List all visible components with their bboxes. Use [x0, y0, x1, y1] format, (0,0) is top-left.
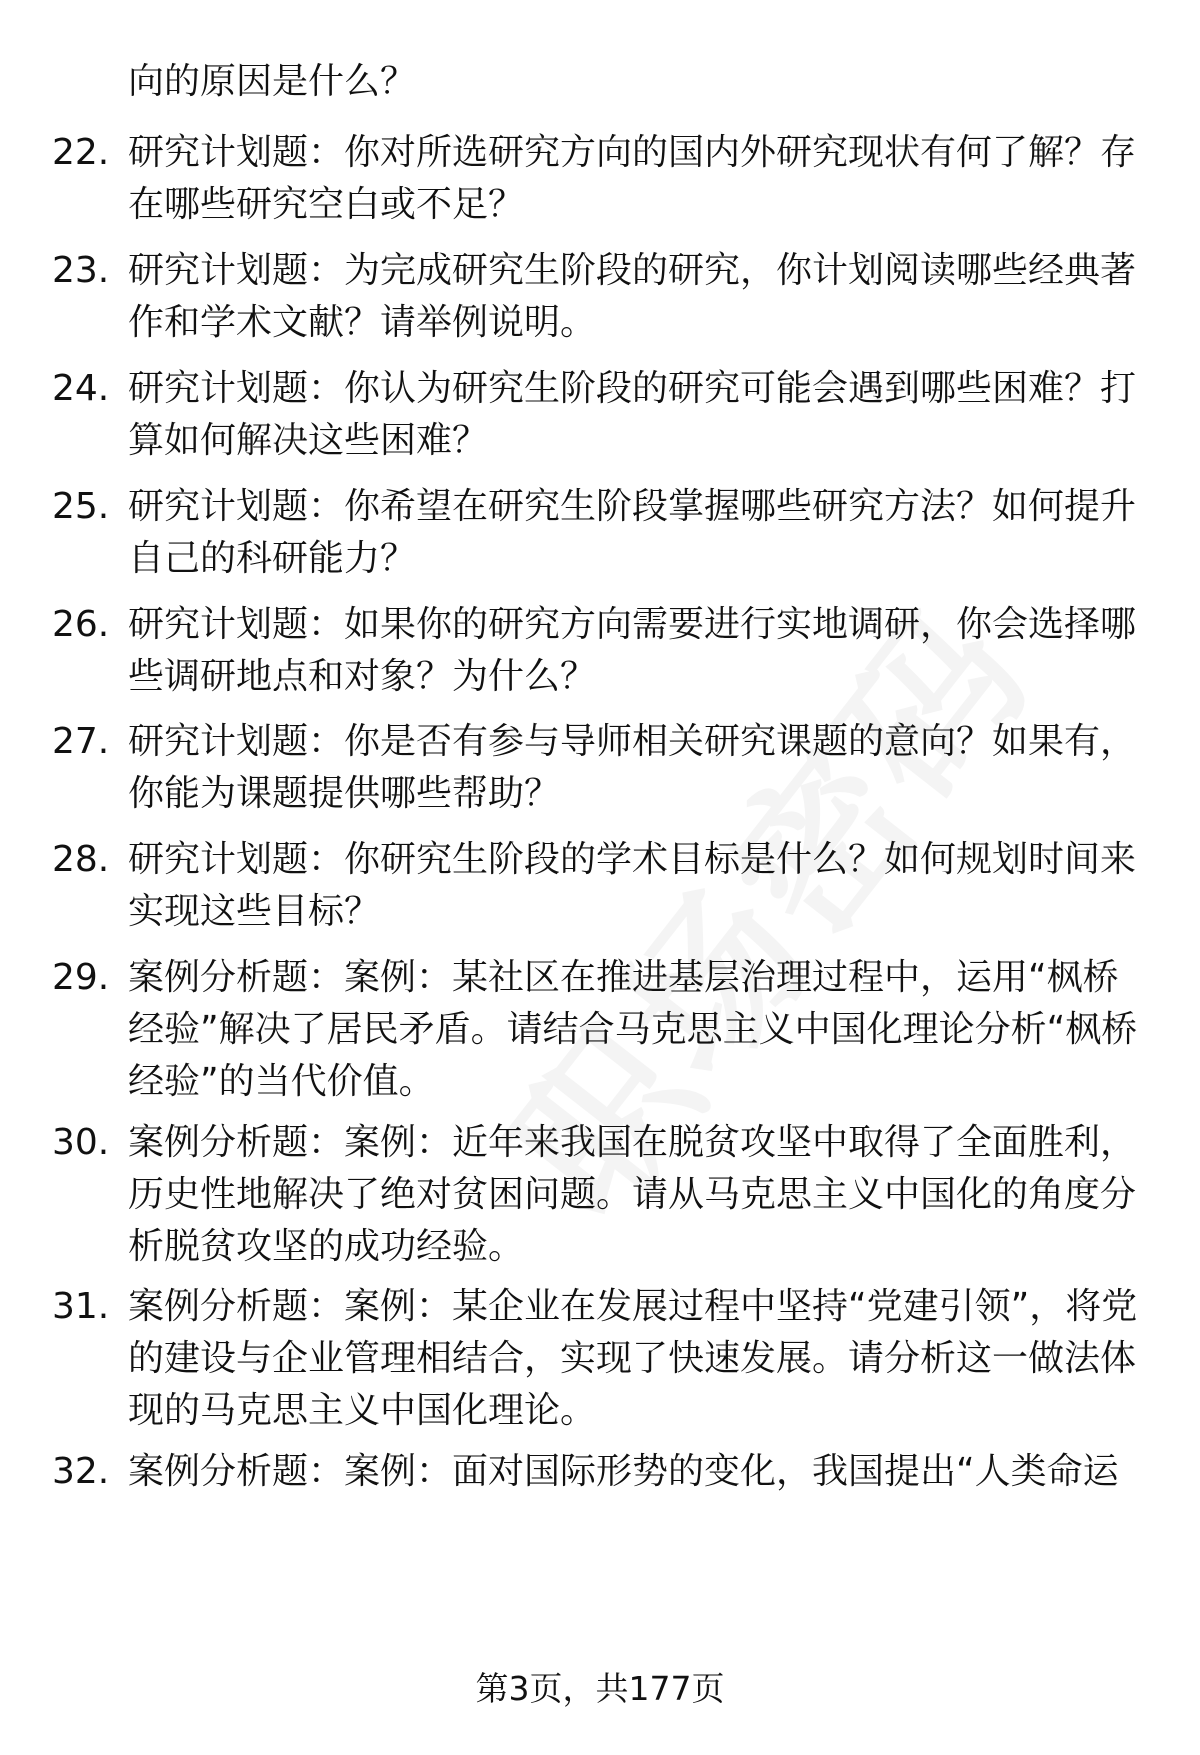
question-number: 29. [52, 957, 110, 998]
question-text: 研究计划题：为完成研究生阶段的研究，你计划阅读哪些经典著作和学术文献？请举例说明。 [128, 250, 1137, 343]
question-text: 案例分析题：案例：面对国际形势的变化，我国提出“人类命运 [128, 1451, 1119, 1492]
question-item-24 [52, 363, 1142, 467]
question-text: 研究计划题：你认为研究生阶段的研究可能会遇到哪些困难？打算如何解决这些困难？ [128, 368, 1137, 461]
question-number: 25. [52, 486, 110, 527]
question-number: 27. [52, 721, 110, 762]
question-item-22 [52, 127, 1142, 231]
question-text: 研究计划题：你对所选研究方向的国内外研究现状有何了解？存在哪些研究空白或不足？ [128, 132, 1137, 225]
question-number: 28. [52, 839, 110, 880]
question-item-26 [52, 599, 1142, 703]
question-item-27 [52, 716, 1142, 820]
question-item-31 [52, 1281, 1142, 1437]
question-item-29 [52, 952, 1142, 1108]
question-item-30 [52, 1117, 1142, 1273]
question-text: 案例分析题：案例：某社区在推进基层治理过程中，运用“枫桥经验”解决了居民矛盾。请结合马克思主义中国化理论分析“枫桥经验”的当代价值。 [128, 957, 1138, 1102]
question-text: 案例分析题：案例：某企业在发展过程中坚持“党建引领”，将党的建设与企业管理相结合，实现了快速发展。请分析这一做法体现的马克思主义中国化理论。 [128, 1286, 1138, 1431]
question-text: 研究计划题：你希望在研究生阶段掌握哪些研究方法？如何提升自己的科研能力？ [128, 486, 1137, 579]
page-footer: 第3页，共177页 [475, 1669, 725, 1708]
question-text: 研究计划题：你是否有参与导师相关研究课题的意向？如果有，你能为课题提供哪些帮助？ [128, 721, 1137, 814]
continuation-text: 向的原因是什么？ [128, 61, 417, 102]
question-number: 23. [52, 250, 110, 291]
question-number: 26. [52, 604, 110, 645]
question-number: 24. [52, 368, 110, 409]
question-item-32 [52, 1446, 1142, 1498]
question-number: 32. [52, 1451, 110, 1492]
question-number: 30. [52, 1122, 110, 1163]
question-item-23 [52, 245, 1142, 349]
question-number: 31. [52, 1286, 110, 1327]
question-item-28 [52, 834, 1142, 938]
continuation-line [52, 56, 1142, 108]
question-text: 研究计划题：如果你的研究方向需要进行实地调研，你会选择哪些调研地点和对象？为什么？ [128, 604, 1137, 697]
question-number: 22. [52, 132, 110, 173]
question-text: 案例分析题：案例：近年来我国在脱贫攻坚中取得了全面胜利，历史性地解决了绝对贫困问题。请从马克思主义中国化的角度分析脱贫攻坚的成功经验。 [128, 1122, 1137, 1267]
question-item-25 [52, 481, 1142, 585]
question-text: 研究计划题：你研究生阶段的学术目标是什么？如何规划时间来实现这些目标？ [128, 839, 1137, 932]
